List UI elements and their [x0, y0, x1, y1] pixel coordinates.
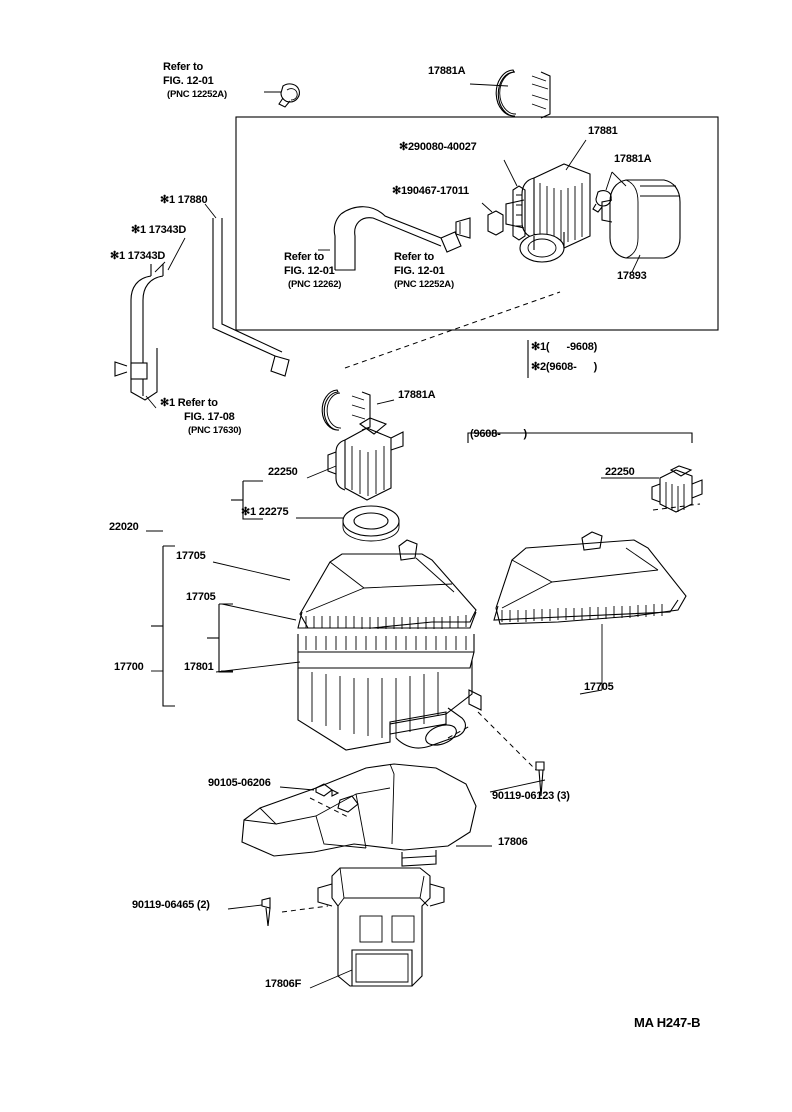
label-17881a-right: 17881A: [614, 153, 652, 165]
label-290080-40027: ✻290080-40027: [399, 141, 477, 153]
label-90119-06123: 90119-06123 (3): [492, 790, 570, 802]
label-refer-1708-pnc: (PNC 17630): [188, 425, 242, 436]
label-17700: 17700: [114, 661, 144, 673]
label-note-star2: ✻2(9608- ): [531, 361, 598, 373]
label-17705-b: 17705: [186, 591, 216, 603]
label-17880: ✻1 17880: [160, 194, 208, 206]
label-22250-left: 22250: [268, 466, 298, 478]
label-refer-1202-line2: FIG. 12-01: [284, 265, 335, 277]
label-refer-1201-c-line1: Refer to: [394, 251, 434, 263]
label-17806: 17806: [498, 836, 528, 848]
label-17893: 17893: [617, 270, 647, 282]
footer-code: MA H247-B: [634, 1015, 701, 1030]
label-17881a-top: 17881A: [428, 65, 466, 77]
label-refer-1201-c-line2: FIG. 12-01: [394, 265, 445, 277]
label-190467-17011: ✻190467-17011: [392, 185, 469, 197]
label-refer-1201-c-pnc: (PNC 12252A): [394, 279, 454, 290]
label-refer-1202-pnc: (PNC 12262): [288, 279, 342, 290]
label-90119-06465: 90119-06465 (2): [132, 899, 210, 911]
label-17343d-2: ✻1 17343D: [110, 250, 166, 262]
label-refer-1202-line1: Refer to: [284, 251, 324, 263]
label-17881a-mid: 17881A: [398, 389, 436, 401]
label-22275: ✻1 22275: [241, 506, 289, 518]
label-note-star1: ✻1( -9608): [531, 341, 598, 353]
label-refer-1201-a-line2: FIG. 12-01: [163, 75, 214, 87]
label-90105-06206: 90105-06206: [208, 777, 271, 789]
label-17343d-1: ✻1 17343D: [131, 224, 187, 236]
label-17705-c: 17705: [584, 681, 614, 693]
label-17801: 17801: [184, 661, 214, 673]
label-refer-1201-a-line1: Refer to: [163, 61, 203, 73]
label-note-9608: (9608- ): [470, 428, 527, 440]
label-17881: 17881: [588, 125, 618, 137]
label-refer-1708-line1: ✻1 Refer to: [160, 397, 218, 409]
label-22020: 22020: [109, 521, 139, 533]
label-22250-right: 22250: [605, 466, 635, 478]
label-refer-1708-line2: FIG. 17-08: [184, 411, 235, 423]
label-17806f: 17806F: [265, 978, 302, 990]
label-17705-a: 17705: [176, 550, 206, 562]
label-refer-1201-a-pnc: (PNC 12252A): [167, 89, 227, 100]
